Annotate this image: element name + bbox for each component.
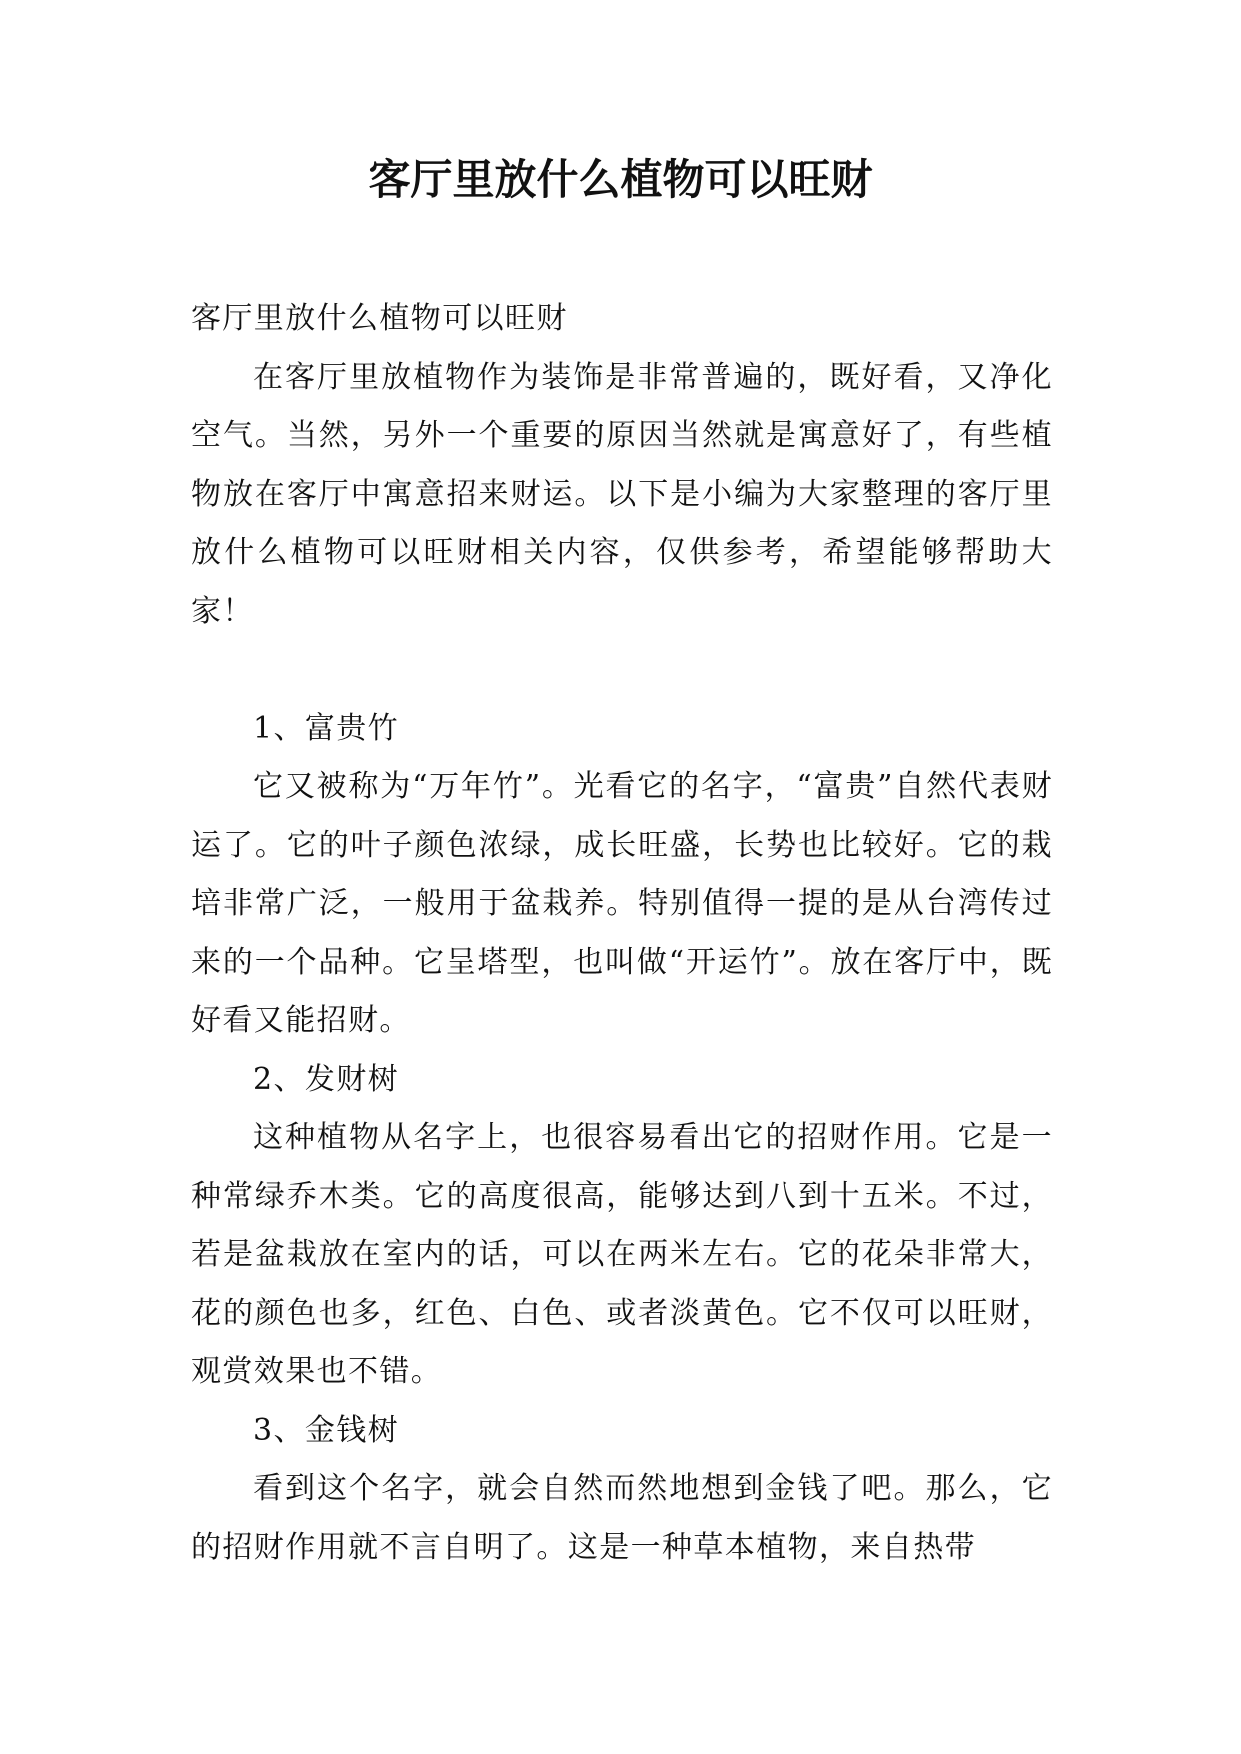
paragraph-gap	[191, 641, 1053, 700]
section-paragraph: 看到这个名字，就会自然而然地想到金钱了吧。那么，它的招财作用就不言自明了。这是一种草本植物，来自热带	[191, 1471, 1053, 1565]
section-heading: 3、金钱树	[253, 1412, 400, 1448]
section-paragraph: 它又被称为“万年竹”。光看它的名字，“富贵”自然代表财运了。它的叶子颜色浓绿，成长旺盛，长势也比较好。它的栽培非常广泛，一般用于盆栽养。特别值得一提的是从台湾传过来的一个品种。它呈塔型，也叫做“开运竹”。放在客厅中，既好看又能招财。	[191, 769, 1053, 1038]
intro-paragraph: 在客厅里放植物作为装饰是非常普遍的，既好看，又净化空气。当然，另外一个重要的原因当然就是寓意好了，有些植物放在客厅中寓意招来财运。以下是小编为大家整理的客厅里放什么植物可以旺财相关内容，仅供参考，希望能够帮助大家！	[191, 359, 1053, 629]
document-title: 客厅里放什么植物可以旺财	[368, 155, 873, 204]
section-heading: 1、富贵竹	[253, 710, 400, 746]
section-heading: 2、发财树	[253, 1061, 400, 1097]
document-subtitle: 客厅里放什么植物可以旺财	[191, 301, 568, 336]
section-paragraph: 这种植物从名字上，也很容易看出它的招财作用。它是一种常绿乔木类。它的高度很高，能够达到八到十五米。不过，若是盆栽放在室内的话，可以在两米左右。它的花朵非常大，花的颜色也多，红色、白色、或者淡黄色。它不仅可以旺财，观赏效果也不错。	[191, 1120, 1053, 1389]
document-body	[191, 290, 1053, 1577]
